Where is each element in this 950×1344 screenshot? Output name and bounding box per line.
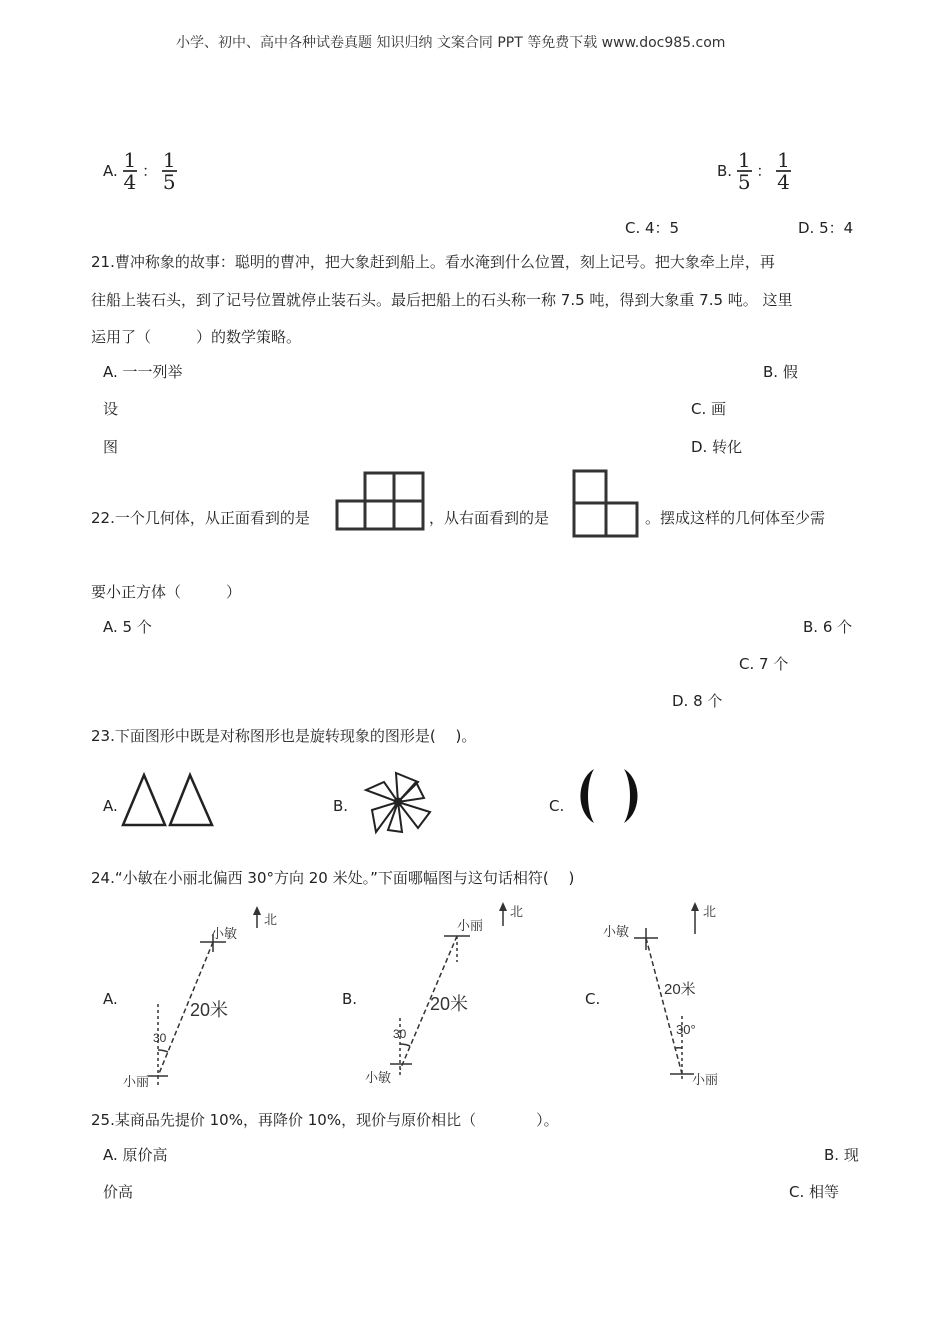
q20-a-fraction-2: [162, 150, 177, 192]
q20-b-den1: 5: [737, 170, 751, 194]
q22-stem-part2: ，从右面看到的是: [429, 509, 550, 527]
q25-option-b: B. 现: [824, 1146, 859, 1164]
q23-option-b-label: B.: [333, 797, 349, 815]
q25-stem: 25.某商品先提价 10%，再降价 10%，现价与原价相比（ ）。: [91, 1111, 559, 1129]
q20-a-den2: 5: [162, 170, 176, 194]
q24-option-c-label: C.: [585, 990, 601, 1008]
q21-option-a: A. 一一列举: [103, 363, 183, 381]
q21-option-c: C. 画: [691, 400, 727, 418]
q20-a-sep: ：: [142, 162, 158, 180]
q25-option-a: A. 原价高: [103, 1146, 168, 1164]
q21-option-d: D. 转化: [691, 438, 743, 456]
q21-option-b: B. 假: [763, 363, 798, 381]
q22-stem-part3: 。摆成这样的几何体至少需: [645, 509, 826, 527]
q24-figure-a: [118, 904, 283, 1094]
q20-b-sep: ：: [756, 162, 772, 180]
q24-b-angle: 30: [393, 1027, 407, 1041]
q21-option-c-cont: 图: [103, 438, 119, 456]
q21-stem-line3: 运用了（ ）的数学策略。: [91, 328, 302, 346]
q24-c-angle: 30°: [676, 1022, 696, 1037]
q24-a-top-name: 小敏: [211, 926, 238, 941]
q20-b-num2: 1: [777, 148, 790, 172]
q22-option-c: C. 7 个: [739, 655, 789, 673]
q20-a-num1: 1: [123, 148, 137, 172]
q22-option-d: D. 8 个: [672, 692, 723, 710]
q21-stem-line2: 往船上装石头，到了记号位置就停止装石头。最后把船上的石头称一称 7.5 吨，得到大象重 7.5 吨。 这里: [91, 291, 793, 309]
q23-crescents-figure: [574, 766, 644, 826]
q25-option-c: C. 相等: [789, 1183, 840, 1201]
q21-option-b-cont: 设: [103, 400, 119, 418]
q24-c-top-name: 小敏: [603, 924, 630, 939]
q22-front-view-figure: [335, 470, 427, 532]
q23-option-c-label: C.: [549, 797, 565, 815]
q25-option-b-cont: 价高: [103, 1183, 134, 1201]
page-header: 小学、初中、高中各种试卷真题 知识归纳 文案合同 PPT 等免费下载 www.doc985.com: [176, 35, 726, 51]
q24-b-top-name: 小丽: [457, 918, 484, 933]
q20-a-den1: 4: [123, 170, 137, 194]
q22-option-a: A. 5 个: [103, 618, 152, 636]
q20-b-fraction-1: [737, 150, 752, 192]
q23-option-a-label: A.: [103, 797, 118, 815]
q24-c-north: 北: [703, 904, 717, 919]
q22-option-b: B. 6 个: [803, 618, 853, 636]
q24-a-bottom-name: 小丽: [123, 1074, 150, 1089]
q20-a-num2: 1: [162, 148, 176, 172]
q22-stem-part1: 22.一个几何体，从正面看到的是: [91, 509, 310, 527]
q24-figure-c: [600, 898, 740, 1094]
q24-option-b-label: B.: [342, 990, 358, 1008]
q20-a-fraction-1: [123, 150, 138, 192]
q20-option-d: D. 5：4: [798, 219, 854, 237]
q20-option-b: [717, 150, 791, 192]
q23-two-triangles-figure: [120, 772, 216, 828]
q24-option-a-label: A.: [103, 990, 118, 1008]
q24-b-distance: 20米: [430, 994, 469, 1014]
q24-a-distance: 20米: [190, 1000, 229, 1020]
q24-c-bottom-name: 小丽: [692, 1072, 719, 1087]
q24-b-bottom-name: 小敏: [365, 1070, 392, 1085]
q24-b-north: 北: [510, 904, 524, 919]
q23-stem: 23.下面图形中既是对称图形也是旋转现象的图形是( )。: [91, 727, 477, 745]
q20-b-fraction-2: [776, 150, 791, 192]
q24-a-angle: 30: [153, 1031, 167, 1045]
q20-b-label: B.: [717, 162, 733, 180]
q24-figure-b: [360, 898, 530, 1094]
q22-right-view-figure: [571, 468, 641, 540]
q20-b-num1: 1: [737, 148, 751, 172]
q20-a-label: A.: [103, 162, 118, 180]
q20-b-den2: 4: [777, 170, 790, 194]
q20-option-a: [103, 150, 177, 192]
q20-option-c: C. 4：5: [625, 219, 680, 237]
q23-pinwheel-figure: [362, 768, 434, 836]
q24-a-north: 北: [264, 912, 278, 927]
q21-stem-line1: 21.曹冲称象的故事：聪明的曹冲，把大象赶到船上。看水淹到什么位置，刻上记号。把大象牵上岸，再: [91, 253, 775, 271]
q24-c-distance: 20米: [664, 981, 696, 998]
q24-stem: 24.“小敏在小丽北偏西 30°方向 20 米处。”下面哪幅图与这句话相符( ): [91, 869, 575, 887]
q22-stem-line2: 要小正方体（ ）: [91, 583, 242, 601]
